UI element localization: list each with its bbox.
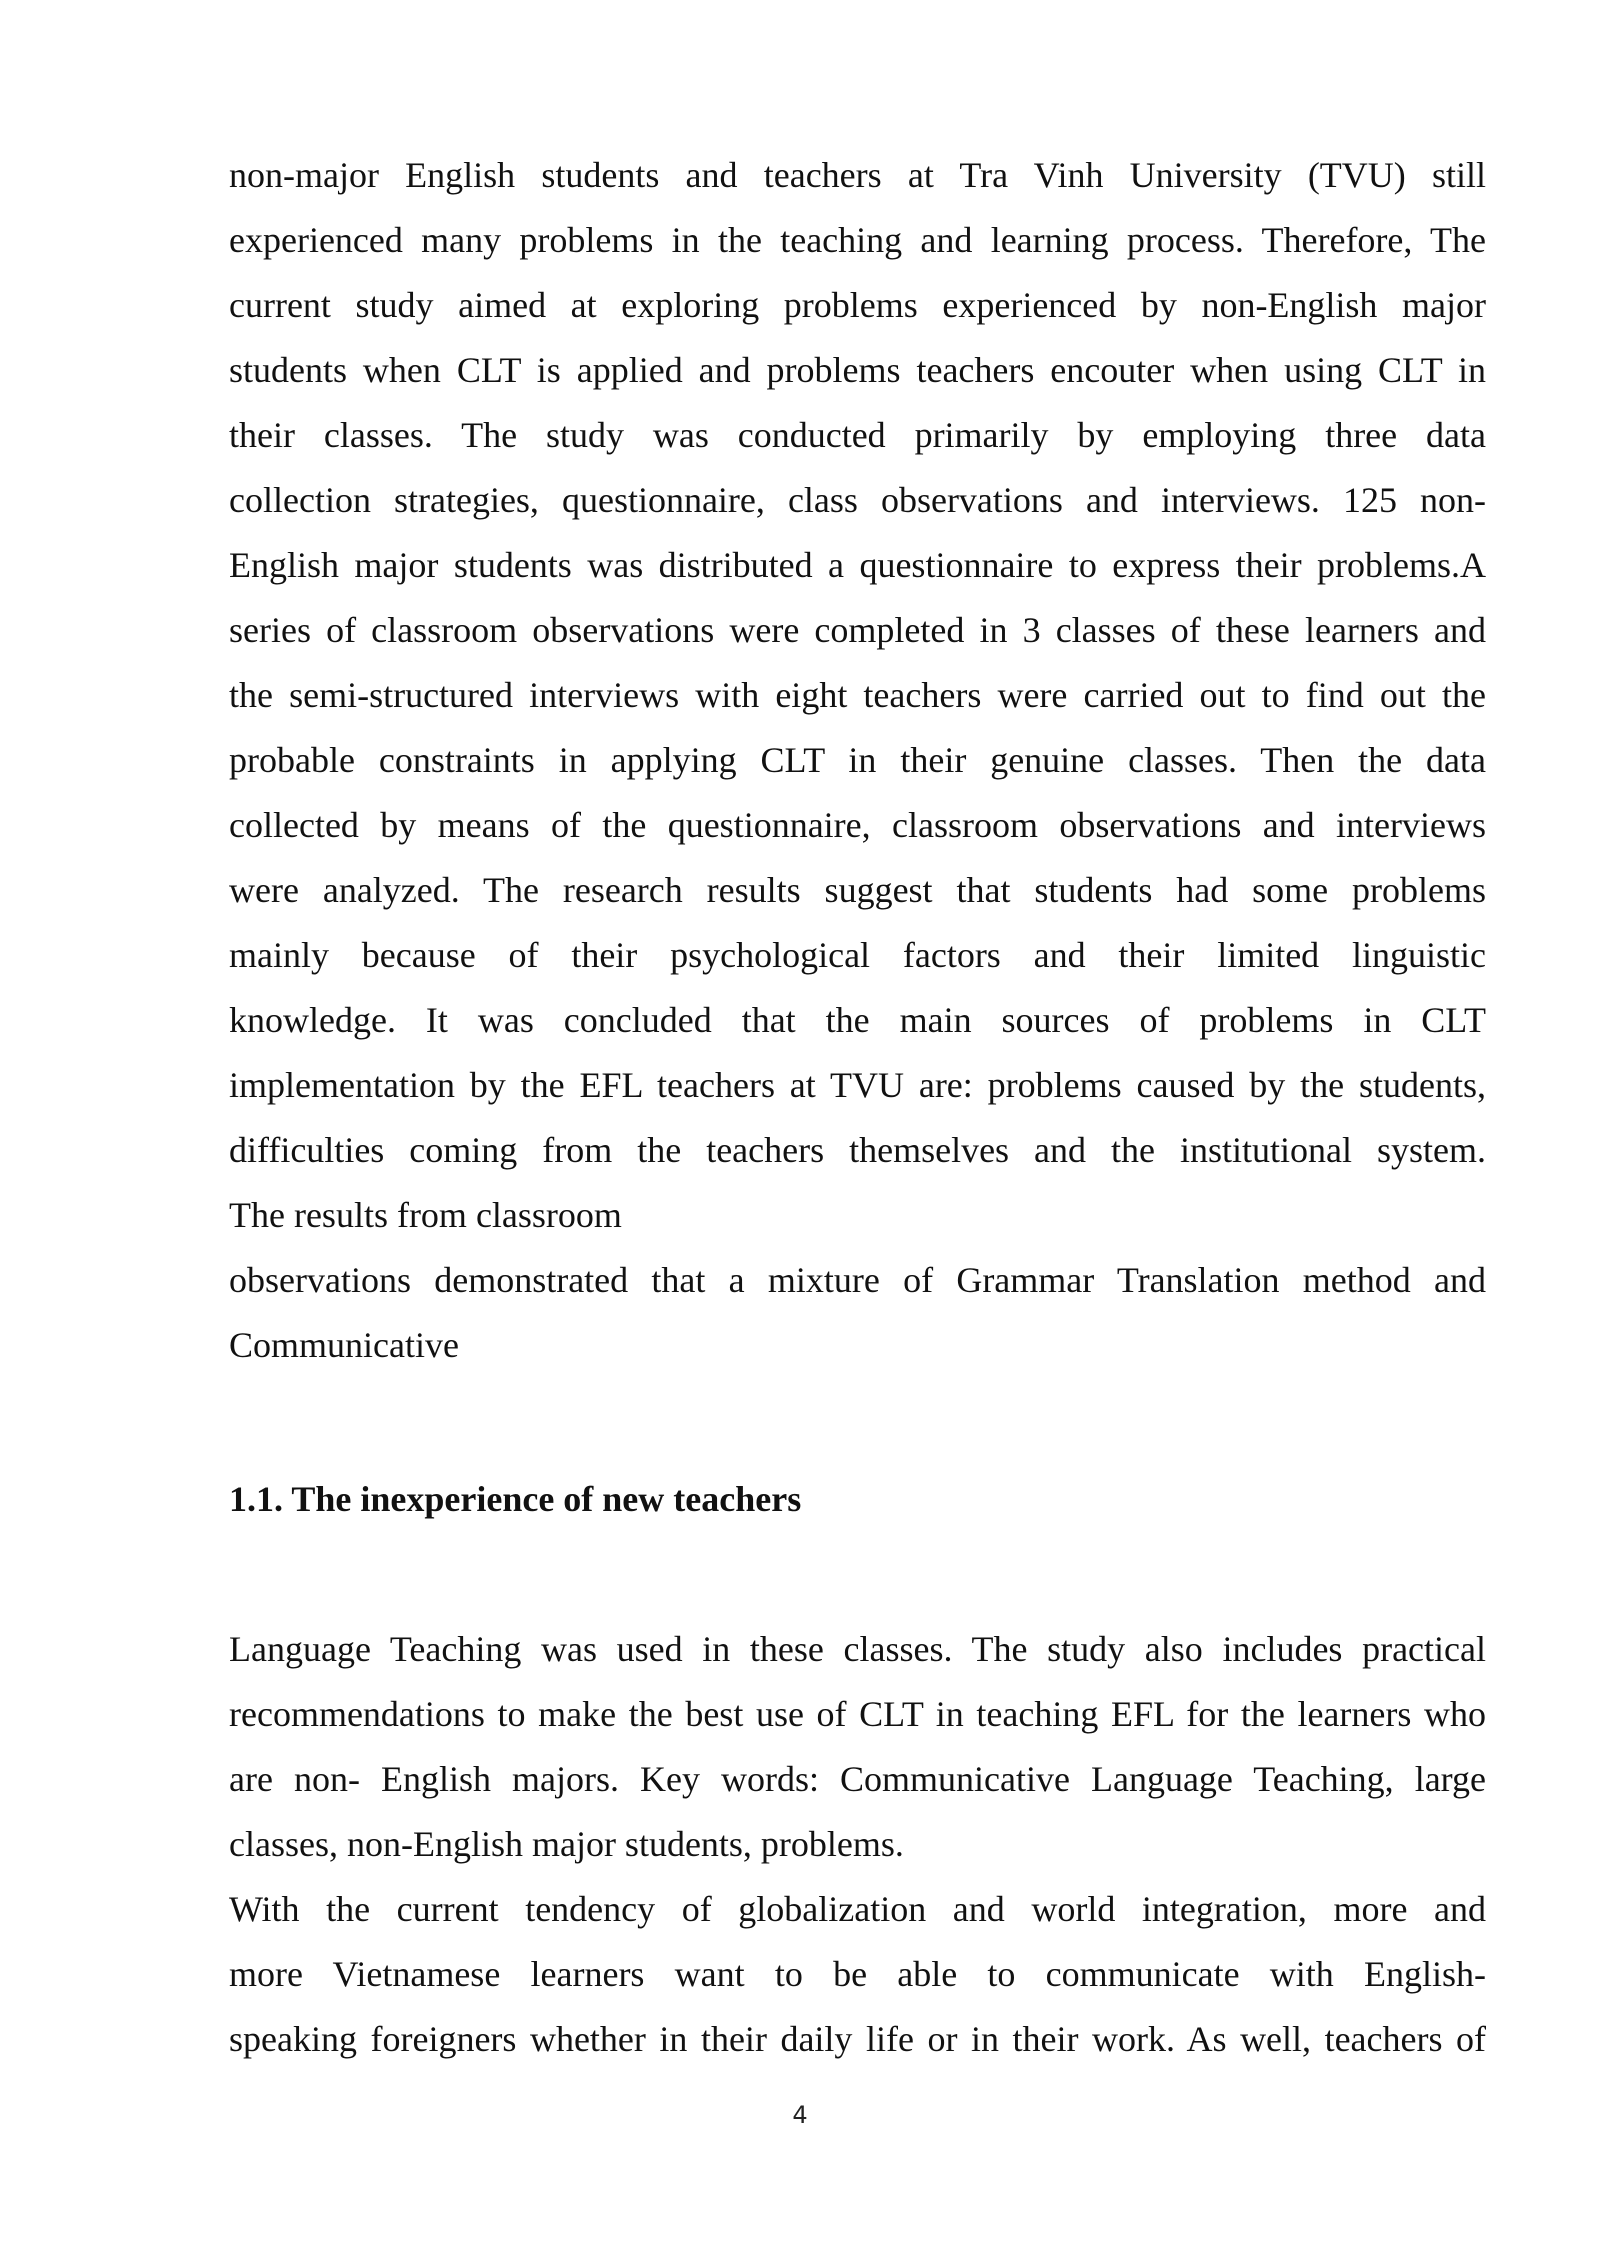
- text-line: are non- English majors. Key words: Communicative Language Teaching, large: [229, 1759, 1486, 1799]
- text-line: probable constraints in applying CLT in their genuine classes. Then the data: [229, 740, 1486, 780]
- text-line: The results from classroom: [229, 1195, 622, 1235]
- text-line: classes, non-English major students, problems.: [229, 1824, 904, 1864]
- text-line: observations demonstrated that a mixture of Grammar Translation method and: [229, 1260, 1486, 1300]
- text-line: speaking foreigners whether in their daily life or in their work. As well, teachers of: [229, 2019, 1486, 2059]
- section-heading: 1.1. The inexperience of new teachers: [229, 1479, 802, 1519]
- text-line: non-major English students and teachers at Tra Vinh University (TVU) still: [229, 155, 1486, 195]
- text-line: English major students was distributed a questionnaire to express their problems.A: [229, 545, 1486, 585]
- text-line: Language Teaching was used in these classes. The study also includes practical: [229, 1629, 1486, 1669]
- text-line: implementation by the EFL teachers at TVU are: problems caused by the students,: [229, 1065, 1486, 1105]
- text-line: their classes. The study was conducted primarily by employing three data: [229, 415, 1486, 455]
- page-number: 4: [792, 2101, 808, 2129]
- text-line: more Vietnamese learners want to be able to communicate with English-: [229, 1954, 1486, 1994]
- text-line: Communicative: [229, 1325, 459, 1365]
- text-line: mainly because of their psychological factors and their limited linguistic: [229, 935, 1486, 975]
- text-line: knowledge. It was concluded that the main sources of problems in CLT: [229, 1000, 1486, 1040]
- paragraph-top: [229, 143, 1486, 1378]
- text-line: experienced many problems in the teaching and learning process. Therefore, The: [229, 220, 1486, 260]
- text-line: students when CLT is applied and problems teachers encouter when using CLT in: [229, 350, 1486, 390]
- text-line: difficulties coming from the teachers themselves and the institutional system.: [229, 1130, 1486, 1170]
- text-line: series of classroom observations were completed in 3 classes of these learners and: [229, 610, 1486, 650]
- text-line: the semi-structured interviews with eight teachers were carried out to find out the: [229, 675, 1486, 715]
- text-line: With the current tendency of globalization and world integration, more and: [229, 1889, 1486, 1929]
- text-line: current study aimed at exploring problems experienced by non-English major: [229, 285, 1486, 325]
- text-line: recommendations to make the best use of CLT in teaching EFL for the learners who: [229, 1694, 1486, 1734]
- paragraph-bottom: [229, 1617, 1486, 2072]
- text-line: were analyzed. The research results suggest that students had some problems: [229, 870, 1486, 910]
- text-line: collection strategies, questionnaire, class observations and interviews. 125 non-: [229, 480, 1486, 520]
- text-line: collected by means of the questionnaire, classroom observations and interviews: [229, 805, 1486, 845]
